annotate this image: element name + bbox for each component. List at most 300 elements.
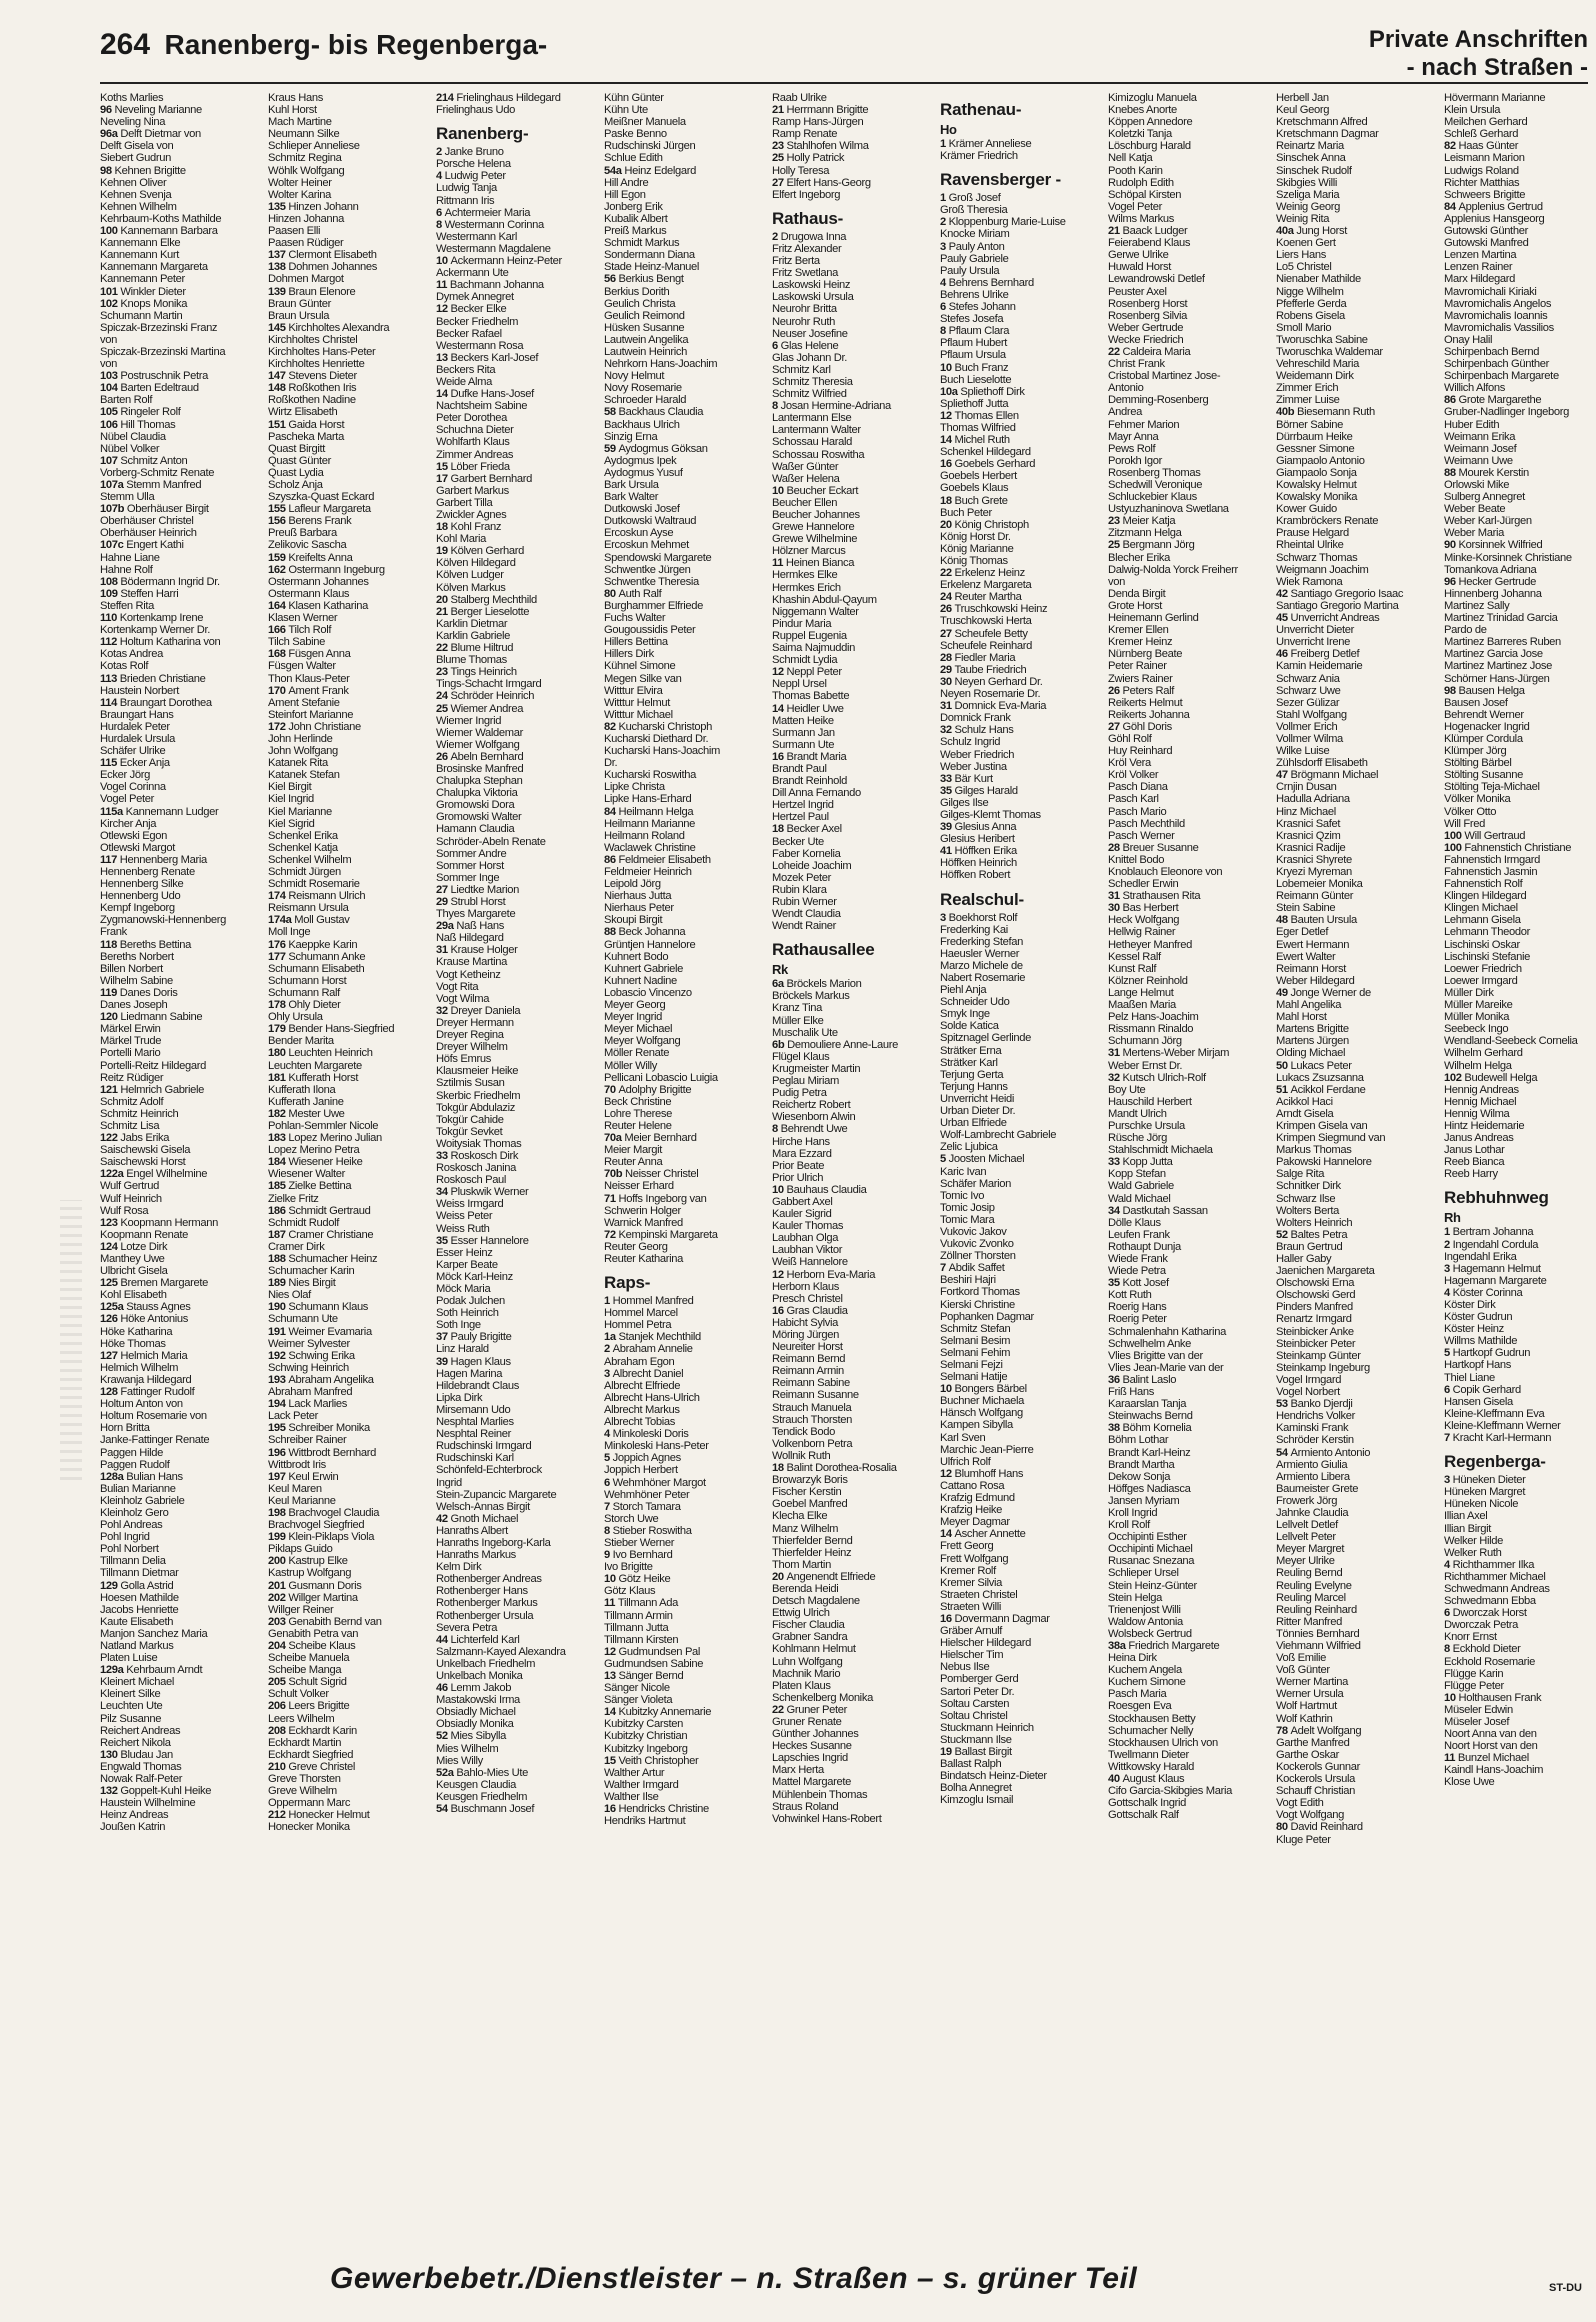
directory-entry: Solde Katica	[940, 1020, 999, 1033]
directory-entry: Luhn Wolfgang	[772, 1655, 843, 1668]
directory-entry: Dalwig-Nolda Yorck Freiherr	[1108, 563, 1238, 576]
directory-entry: Zimmer Erich	[1276, 382, 1339, 395]
directory-entry: Kühn Ute	[604, 104, 648, 117]
directory-entry: 98 Kehnen Brigitte	[100, 164, 186, 177]
directory-entry: 181 Kufferath Horst	[268, 1071, 359, 1084]
directory-entry: Lellvelt Peter	[1276, 1531, 1336, 1544]
directory-entry: Lopez Merino Petra	[268, 1144, 360, 1157]
directory-entry: Noort Anna van den	[1444, 1728, 1537, 1741]
directory-entry: Grewe Hannelore	[772, 521, 855, 534]
directory-entry: 102 Knops Monika	[100, 297, 188, 310]
directory-entry: 59 Aydogmus Göksan	[604, 442, 708, 455]
directory-entry: Hillers Dirk	[604, 648, 654, 661]
directory-entry: Lobemeier Monika	[1276, 878, 1363, 891]
directory-entry: Thyes Margarete	[436, 908, 516, 921]
directory-entry: 80 David Reinhard	[1276, 1821, 1363, 1834]
directory-entry: Laubhan Olga	[772, 1232, 839, 1245]
directory-entry: 32 Dreyer Daniela	[436, 1004, 521, 1017]
directory-entry: 12 Blumhoff Hans	[940, 1467, 1024, 1480]
directory-entry: Kehnen Svenja	[100, 188, 172, 201]
directory-entry: Mirsemann Udo	[436, 1403, 511, 1416]
directory-entry: Wendland-Seebeck Cornelia	[1444, 1035, 1578, 1048]
directory-entry: Siebert Gudrun	[100, 152, 171, 165]
directory-entry: Chalupka Stephan	[436, 775, 523, 788]
directory-entry: Browarzyk Boris	[772, 1474, 848, 1487]
directory-entry: Krimpen Gisela van	[1276, 1119, 1368, 1132]
directory-entry: Rubin Klara	[772, 883, 827, 896]
directory-entry: Schwentke Theresia	[604, 575, 699, 588]
directory-entry: Urban Elfriede	[940, 1117, 1007, 1130]
directory-entry: Applenius Hansgeorg	[1444, 212, 1545, 225]
directory-entry: Christ Frank	[1108, 358, 1165, 371]
directory-entry: Viehmann Wilfried	[1276, 1640, 1361, 1652]
directory-entry: 155 Lafleur Margareta	[268, 503, 371, 516]
directory-entry: Ewert Walter	[1276, 950, 1336, 963]
directory-entry: Meyer Dagmar	[940, 1516, 1010, 1529]
directory-entry: Vlies Brigitte van der	[1108, 1349, 1203, 1362]
directory-entry: 20 Stalberg Mechthild	[436, 593, 537, 606]
directory-entry: Lipke Christa	[604, 781, 665, 794]
directory-entry: Schöpal Kirsten	[1108, 188, 1182, 201]
directory-entry: 33 Bär Kurt	[940, 772, 993, 785]
directory-entry: Pindur Maria	[772, 617, 832, 630]
directory-entry: 125a Stauss Agnes	[100, 1301, 191, 1314]
directory-entry: Leuchten Ute	[100, 1700, 163, 1713]
directory-entry: Kirchholtes Christel	[268, 333, 358, 346]
directory-entry: Robens Gisela	[1276, 309, 1345, 322]
directory-entry: Schmitz Heinrich	[100, 1107, 179, 1120]
directory-entry: Kircher Anja	[100, 817, 157, 830]
directory-entry: Witttur Michael	[604, 708, 673, 721]
directory-entry: Wittkowsky Harald	[1108, 1760, 1195, 1773]
directory-entry: Bark Ursula	[604, 479, 659, 491]
directory-entry: Kuhnert Gabriele	[604, 962, 683, 975]
directory-entry: Lantermann Else	[772, 412, 852, 425]
directory-entry: Leufen Frank	[1108, 1228, 1170, 1241]
directory-entry: Blume Thomas	[436, 654, 507, 667]
directory-entry: 18 Balint Dorothea-Rosalia	[772, 1462, 897, 1475]
directory-entry: Manjon Sanchez Maria	[100, 1627, 208, 1640]
directory-entry: Hermkes Erich	[772, 581, 841, 594]
directory-entry: Sänger Violeta	[604, 1694, 673, 1707]
directory-entry: Will Fred	[1444, 817, 1485, 830]
directory-entry: Porokh Igor	[1108, 454, 1162, 467]
directory-entry: Tokgür Abdulaziz	[436, 1101, 515, 1114]
directory-entry: Tings-Schacht Irmgard	[436, 678, 542, 691]
directory-entry: Karaarslan Tanja	[1108, 1398, 1187, 1411]
directory-entry: Nebus Ilse	[940, 1661, 990, 1674]
directory-entry: Dohmen Margot	[268, 273, 344, 286]
directory-entry: Schmitz Adolf	[100, 1095, 164, 1108]
directory-entry: Greve Wilhelm	[268, 1785, 337, 1798]
directory-entry: 41 Höffken Erika	[940, 845, 1017, 858]
directory-entry: Kremer Ellen	[1108, 624, 1169, 637]
directory-entry: 96 Hecker Gertrude	[1444, 575, 1536, 588]
directory-column	[268, 92, 408, 2252]
directory-entry: Esser Heinz	[436, 1246, 493, 1259]
directory-entry: Pasch Maria	[1108, 1688, 1167, 1701]
directory-entry: Neppl Ursel	[772, 678, 827, 691]
directory-entry: Ostermann Klaus	[268, 587, 350, 600]
directory-entry: 135 Hinzen Johann	[268, 200, 359, 213]
directory-entry: 39 Glesius Anna	[940, 821, 1017, 834]
directory-entry: 31 Mertens-Weber Mirjam	[1108, 1047, 1230, 1060]
directory-entry: Stade Heinz-Manuel	[604, 261, 700, 274]
directory-entry: 32 Schulz Hans	[940, 724, 1014, 737]
directory-entry: 3 Boekhorst Rolf	[940, 911, 1018, 924]
directory-entry: 188 Schumacher Heinz	[268, 1253, 378, 1265]
directory-entry: Loheide Joachim	[772, 859, 852, 872]
directory-entry: Sommer Andre	[436, 847, 507, 860]
directory-entry: 22 Erkelenz Heinz	[940, 567, 1025, 580]
directory-entry: Horn Britta	[100, 1422, 150, 1435]
directory-entry: 11 Tillmann Ada	[604, 1597, 678, 1610]
directory-entry: Bender Marita	[268, 1035, 334, 1048]
directory-entry: 25 Holly Patrick	[772, 152, 845, 165]
directory-entry: Pfefferle Gerda	[1276, 297, 1347, 310]
directory-entry: 112 Holtum Katharina von	[100, 636, 221, 649]
directory-entry: Lipka Dirk	[436, 1391, 483, 1404]
directory-entry: Klecha Elke	[772, 1510, 828, 1523]
directory-entry: Vukovic Jakov	[940, 1225, 1007, 1238]
directory-entry: Nübel Claudia	[100, 430, 166, 443]
directory-entry: Haustein Norbert	[100, 684, 179, 697]
directory-entry: Wulf Rosa	[100, 1204, 149, 1217]
directory-entry: 72 Kempinski Margareta	[604, 1228, 718, 1241]
directory-entry: Sulberg Annegret	[1444, 491, 1525, 504]
street-heading: Ranenberg-	[436, 124, 529, 144]
directory-entry: Kohlmann Helmut	[772, 1643, 856, 1656]
directory-entry: Portelli-Reitz Hildegard	[100, 1059, 207, 1072]
directory-entry: Kiel Marianne	[268, 805, 332, 818]
directory-entry: 46 Lemm Jakob	[436, 1682, 512, 1695]
directory-entry: Glesius Heribert	[940, 833, 1015, 846]
directory-entry: Kirchholtes Hans-Peter	[268, 345, 376, 358]
directory-entry: Heinemann Gerlind	[1108, 612, 1199, 625]
directory-entry: Reuter Helene	[604, 1119, 672, 1132]
directory-entry: Keul Marianne	[268, 1494, 336, 1507]
directory-entry: Reikerts Helmut	[1108, 696, 1183, 709]
directory-entry: 114 Braungart Dorothea	[100, 696, 212, 709]
directory-entry: Stahl Wolfgang	[1276, 708, 1347, 721]
directory-entry: Pellicani Lobascio Luigia	[604, 1071, 718, 1084]
directory-entry: Nierhaus Jutta	[604, 890, 672, 903]
directory-entry: Schwedmann Ebba	[1444, 1595, 1536, 1608]
directory-entry: Hahne Liane	[100, 551, 160, 564]
directory-entry: Muschalik Ute	[772, 1026, 838, 1039]
directory-entry: Hagen Marina	[436, 1367, 503, 1380]
directory-entry: 10 Holthausen Frank	[1444, 1691, 1542, 1704]
directory-entry: Kierski Christine	[940, 1298, 1015, 1311]
directory-entry: Hövermann Marianne	[1444, 92, 1546, 104]
directory-entry: Kannemann Kurt	[100, 249, 180, 262]
directory-entry: Klein Ursula	[1444, 104, 1501, 117]
directory-entry: Ercoskun Mehmet	[604, 539, 689, 552]
directory-entry: Bulian Marianne	[100, 1482, 176, 1495]
directory-entry: 202 Willger Martina	[268, 1591, 358, 1604]
directory-entry: Volkenborn Petra	[772, 1437, 853, 1450]
directory-entry: Rissmann Rinaldo	[1108, 1023, 1194, 1036]
directory-entry: Möller Renate	[604, 1047, 670, 1060]
directory-entry: Schumann Ralf	[268, 986, 340, 999]
directory-entry: Onay Halil	[1444, 333, 1493, 346]
directory-entry: Berkius Dorith	[604, 285, 670, 298]
directory-entry: 14 Kubitzky Annemarie	[604, 1706, 712, 1719]
directory-entry: Woitysiak Thomas	[436, 1137, 522, 1150]
directory-entry: Minke-Korsinnek Christiane	[1444, 551, 1572, 564]
directory-entry: Hüneken Nicole	[1444, 1498, 1519, 1511]
directory-entry: 138 Dohmen Johannes	[268, 261, 378, 274]
directory-entry: Rothenberger Markus	[436, 1597, 538, 1610]
directory-entry: Walther Artur	[604, 1766, 665, 1779]
directory-entry: Bereths Norbert	[100, 950, 174, 963]
directory-entry: Huber Edith	[1444, 418, 1500, 431]
directory-entry: Pasch Karl	[1108, 793, 1159, 806]
directory-entry: John Herlinde	[268, 732, 333, 745]
directory-entry: Weber Ernst Dr.	[1108, 1059, 1183, 1072]
directory-entry: Schmidt Rosemarie	[268, 878, 360, 891]
directory-entry: 52 Mies Sibylla	[436, 1730, 507, 1743]
directory-entry: 179 Bender Hans-Siegfried	[268, 1023, 395, 1036]
directory-entry: 27 Elfert Hans-Georg	[772, 176, 871, 189]
directory-entry: Paasen Rüdiger	[268, 237, 344, 250]
directory-entry: Minkoleski Hans-Peter	[604, 1440, 709, 1453]
directory-entry: 204 Scheibe Klaus	[268, 1640, 356, 1652]
directory-entry: 96a Delft Dietmar von	[100, 128, 201, 141]
directory-entry: Braun Gertrud	[1276, 1240, 1343, 1253]
directory-entry: Strauch Manuela	[772, 1401, 852, 1414]
directory-entry: Roskosch Paul	[436, 1174, 507, 1187]
directory-entry: Pasch Mario	[1108, 805, 1167, 818]
directory-entry: Brandt Martha	[1108, 1458, 1175, 1471]
directory-entry: 22 Blume Hiltrud	[436, 642, 514, 655]
directory-entry: 104 Barten Edeltraud	[100, 382, 199, 395]
directory-entry: Ballast Ralph	[940, 1758, 1002, 1771]
directory-entry: 13 Beckers Karl-Josef	[436, 351, 539, 364]
directory-entry: Steinkamp Günter	[1276, 1349, 1361, 1362]
directory-entry: Ramp Renate	[772, 128, 838, 141]
directory-entry: Kubitzky Christian	[604, 1730, 688, 1743]
directory-entry: Beshiri Hajri	[940, 1274, 996, 1287]
directory-entry: Kleinholz Gabriele	[100, 1494, 185, 1507]
directory-entry: Schweers Brigitte	[1444, 188, 1526, 201]
directory-entry: 100 Kannemann Barbara	[100, 225, 218, 238]
directory-entry: Ludwig Tanja	[436, 182, 497, 195]
directory-entry: Skibgies Willi	[1276, 176, 1337, 189]
directory-entry: 197 Keul Erwin	[268, 1470, 339, 1483]
directory-entry: 26 Peters Ralf	[1108, 684, 1175, 697]
directory-entry: Marzo Michele de	[940, 959, 1023, 972]
directory-entry: Kölven Markus	[436, 581, 506, 594]
directory-entry: Smyk Inge	[940, 1008, 990, 1021]
directory-entry: Kranz Tina	[772, 1002, 822, 1015]
directory-entry: Schuchna Dieter	[436, 424, 514, 437]
directory-entry: Scheufele Reinhard	[940, 639, 1032, 652]
directory-entry: Aydogmus Ipek	[604, 454, 677, 467]
directory-entry: Klümper Jörg	[1444, 745, 1507, 758]
directory-entry: Marchic Jean-Pierre	[940, 1443, 1034, 1456]
directory-entry: Antonio	[1108, 382, 1144, 395]
directory-entry: 174a Moll Gustav	[268, 914, 350, 927]
directory-entry: 54 Armiento Antonio	[1276, 1446, 1371, 1459]
directory-entry: Willich Alfons	[1444, 382, 1506, 395]
directory-entry: Soltau Christel	[940, 1709, 1008, 1722]
directory-entry: 8 Eckhold Dieter	[1444, 1643, 1521, 1656]
directory-entry: 8 Josan Hermine-Adriana	[772, 400, 891, 413]
directory-entry: Hill Egon	[604, 188, 646, 201]
directory-entry: Braungart Hans	[100, 708, 174, 721]
directory-entry: 14 Dufke Hans-Josef	[436, 388, 534, 401]
directory-entry: Armiento Libera	[1276, 1470, 1350, 1483]
directory-entry: Kubalik Albert	[604, 212, 668, 225]
directory-entry: Olschowski Erna	[1276, 1277, 1355, 1290]
directory-entry: Hinz Michael	[1276, 805, 1336, 818]
directory-entry: Koletzki Tanja	[1108, 128, 1172, 141]
directory-entry: Wendt Claudia	[772, 908, 841, 921]
directory-entry: Platen Luise	[100, 1652, 158, 1665]
directory-entry: 108 Bödermann Ingrid Dr.	[100, 575, 220, 588]
directory-entry: Wiesener Walter	[268, 1168, 346, 1181]
directory-entry: Braun Günter	[268, 297, 331, 310]
directory-entry: Eckhold Rosemarie	[1444, 1655, 1536, 1668]
directory-entry: Peter Rainer	[1108, 660, 1167, 673]
directory-entry: Völker Otto	[1444, 805, 1497, 818]
directory-entry: 27 Göhl Doris	[1108, 720, 1172, 733]
directory-entry: Mavromichalis Vassilios	[1444, 321, 1554, 334]
directory-entry: Zelic Ljubica	[940, 1141, 998, 1154]
directory-entry: 30 Neyen Gerhard Dr.	[940, 675, 1043, 688]
directory-entry: Pelz Hans-Joachim	[1108, 1011, 1199, 1024]
directory-entry: Wolters Heinrich	[1276, 1216, 1353, 1229]
footer-code: ST-DU	[1549, 2282, 1582, 2294]
directory-entry: Lellvelt Detlef	[1276, 1519, 1338, 1532]
directory-entry: Böhm Lothar	[1108, 1434, 1169, 1447]
directory-entry: Kuchem Angela	[1108, 1664, 1182, 1677]
directory-entry: Meyer Michael	[604, 1023, 673, 1036]
directory-entry: Prior Beate	[772, 1159, 825, 1172]
directory-entry: 31 Domnick Eva-Maria	[940, 700, 1047, 713]
directory-entry: 3 Hüneken Dieter	[1444, 1474, 1526, 1487]
directory-entry: Heina Dirk	[1108, 1652, 1157, 1665]
directory-entry: Kamin Heidemarie	[1276, 660, 1363, 673]
directory-entry: 25 Bergmann Jörg	[1108, 539, 1195, 552]
directory-entry: 6 Achtermeier Maria	[436, 206, 531, 219]
directory-entry: 126 Höke Antonius	[100, 1313, 188, 1326]
directory-entry: Welker Ruth	[1444, 1546, 1502, 1559]
directory-entry: Reichert Andreas	[100, 1724, 181, 1737]
directory-entry: Ruppel Eugenia	[772, 629, 847, 642]
section-title: Private Anschriften	[1368, 26, 1588, 53]
directory-entry: Heinz Andreas	[100, 1809, 169, 1822]
directory-entry: Huy Reinhard	[1108, 745, 1173, 758]
directory-entry: Gessner Simone	[1276, 442, 1355, 455]
directory-entry: Ritter Manfred	[1276, 1615, 1342, 1628]
directory-entry: 6b Demouliere Anne-Laure	[772, 1038, 898, 1051]
directory-entry: 16 Hendricks Christine	[604, 1803, 709, 1816]
directory-entry: 47 Brögmann Michael	[1276, 769, 1379, 782]
directory-entry: 48 Bauten Ursula	[1276, 914, 1357, 927]
directory-entry: Rudschinski Irmgard	[436, 1440, 532, 1453]
directory-entry: 11 Bachmann Johanna	[436, 279, 544, 292]
directory-entry: Vogt Wilma	[436, 992, 490, 1005]
directory-entry: Pudig Petra	[772, 1087, 827, 1100]
directory-entry: Scheibe Manuela	[268, 1652, 350, 1665]
directory-entry: 12 Gudmundsen Pal	[604, 1645, 701, 1658]
directory-entry: Quast Günter	[268, 454, 331, 467]
directory-entry: Schulz Ingrid	[940, 736, 1001, 749]
directory-entry: Helmich Wilhelm	[100, 1361, 179, 1374]
directory-entry: 23 Meier Katja	[1108, 515, 1176, 528]
directory-entry: Mahl Horst	[1276, 1011, 1327, 1024]
directory-entry: 4 Ludwig Peter	[436, 170, 506, 183]
directory-entry: 12 Thomas Ellen	[940, 409, 1019, 422]
directory-entry: Abraham Manfred	[268, 1386, 353, 1399]
directory-entry: Löschburg Harald	[1108, 140, 1191, 153]
directory-entry: Hildebrandt Claus	[436, 1379, 519, 1392]
directory-entry: Martinez Sally	[1444, 599, 1510, 612]
directory-entry: Voß Günter	[1276, 1664, 1330, 1677]
directory-entry: Gromowski Walter	[436, 811, 522, 824]
directory-entry: Zwickler Agnes	[436, 509, 507, 521]
directory-entry: Hahne Rolf	[100, 563, 153, 576]
directory-entry: Lenzen Rainer	[1444, 261, 1513, 274]
directory-entry: 40b Biesemann Ruth	[1276, 406, 1375, 419]
directory-entry: 125 Bremen Margarete	[100, 1277, 209, 1290]
directory-entry: Kelm Dirk	[436, 1561, 482, 1574]
directory-entry: 10 Beucher Eckart	[772, 484, 859, 497]
directory-entry: Geulich Reimond	[604, 309, 685, 322]
directory-entry: 208 Eckhardt Karin	[268, 1724, 357, 1737]
directory-entry: Gromowski Dora	[436, 799, 515, 812]
directory-entry: Gräber Arnulf	[940, 1625, 1002, 1638]
directory-entry: 192 Schwing Erika	[268, 1349, 355, 1362]
directory-entry: Waldow Antonia	[1108, 1615, 1183, 1628]
directory-entry: Armiento Giulia	[1276, 1458, 1348, 1471]
directory-entry: Haeusler Werner	[940, 947, 1020, 960]
directory-entry: Waßer Helena	[772, 472, 840, 485]
directory-entry: 102 Budewell Helga	[1444, 1071, 1538, 1084]
directory-entry: Schwarz Uwe	[1276, 684, 1341, 697]
directory-entry: 122a Engel Wilhelmine	[100, 1168, 208, 1181]
directory-entry: Portelli Mario	[100, 1047, 161, 1060]
directory-entry: Naß Hildegard	[436, 932, 504, 945]
directory-entry: Frowerk Jörg	[1276, 1494, 1338, 1507]
directory-entry: Abraham Egon	[604, 1355, 675, 1368]
directory-entry: Schmitz Lisa	[100, 1119, 160, 1132]
directory-entry: Leers Wilhelm	[268, 1712, 335, 1725]
directory-entry: Krimpen Siegmund van	[1276, 1132, 1386, 1145]
directory-entry: Kleinert Silke	[100, 1688, 161, 1701]
directory-entry: Wollnik Ruth	[772, 1449, 831, 1462]
directory-entry: Reimann Bernd	[772, 1353, 846, 1366]
directory-entry: Fuchs Walter	[604, 612, 666, 625]
directory-entry: Wiesenborn Alwin	[772, 1111, 856, 1124]
directory-entry: Maaßen Maria	[1108, 999, 1176, 1012]
directory-entry: Neveling Nina	[100, 116, 166, 129]
directory-entry: 82 Haas Günter	[1444, 140, 1519, 153]
directory-entry: Lischinski Stefanie	[1444, 950, 1531, 963]
directory-entry: Reuling Reinhard	[1276, 1603, 1357, 1616]
directory-entry: Schnitker Dirk	[1276, 1180, 1341, 1193]
directory-entry: Loewer Friedrich	[1444, 962, 1522, 975]
directory-entry: Salzmann-Kayed Alexandra	[436, 1645, 566, 1658]
directory-entry: Tillmann Armin	[604, 1609, 673, 1622]
directory-entry: Tokgür Cahide	[436, 1113, 504, 1126]
directory-entry: Neumann Silke	[268, 128, 340, 141]
directory-entry: Rusanac Snezana	[1108, 1555, 1195, 1568]
directory-entry: Schröder Kerstin	[1276, 1434, 1354, 1447]
directory-entry: Tillmann Dietmar	[100, 1567, 179, 1580]
